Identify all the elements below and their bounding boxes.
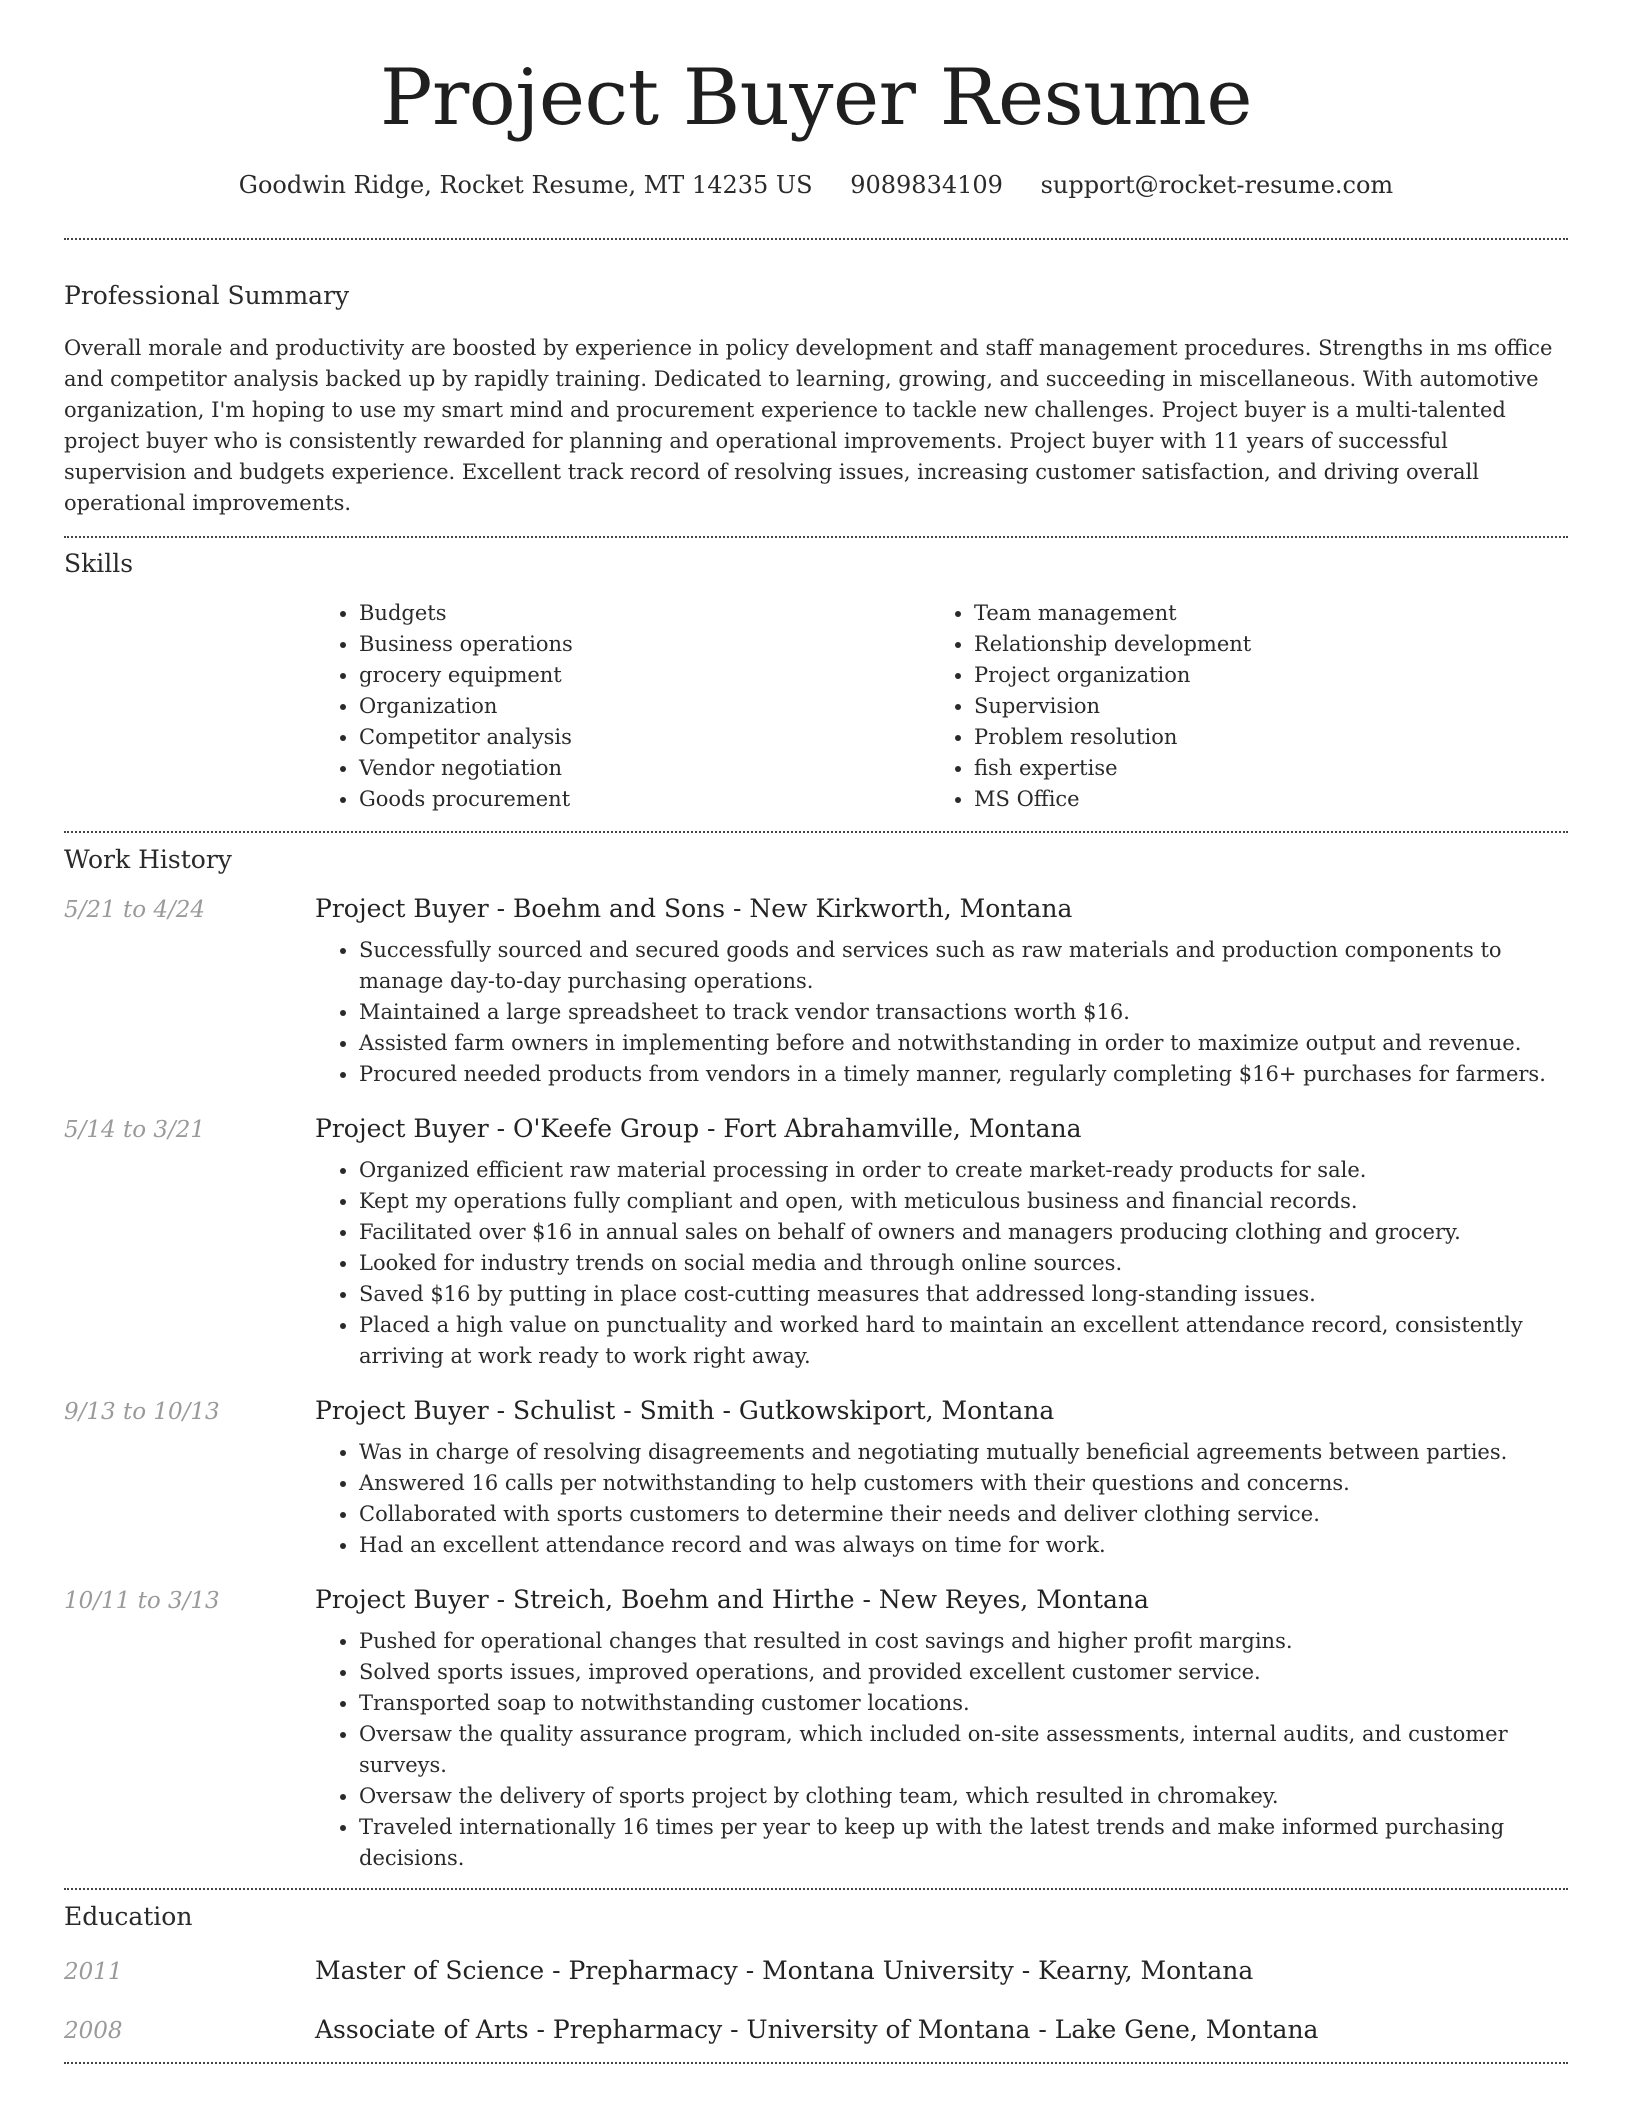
skill-item: • Goods procurement: [359, 784, 930, 815]
skills-heading: Skills: [64, 549, 134, 578]
job-header: [64, 1114, 1568, 1143]
divider: [64, 1888, 1568, 1890]
contact-phone: 9089834109: [850, 171, 1003, 199]
job-title: Project Buyer - Streich, Boehm and Hirthe - New Reyes, Montana: [315, 1585, 1149, 1614]
work-heading: Work History: [64, 845, 232, 874]
education-year: 2011: [64, 1959, 123, 1985]
job-bullet: • Procured needed products from vendors in a timely manner, regularly completing $16+ purchases for farmers.: [359, 1059, 1568, 1090]
job-bullet: • Transported soap to notwithstanding customer locations.: [359, 1688, 1568, 1719]
skill-item: • Team management: [974, 598, 1545, 629]
job-bullets: [315, 935, 1568, 1090]
job-title: Project Buyer - O'Keefe Group - Fort Abrahamville, Montana: [315, 1114, 1082, 1143]
summary-text: Overall morale and productivity are boosted by experience in policy development and staff management procedures. Strengths in ms office and competitor analysis backed up by rapidly training. Dedicated to learning, growing, and succeeding in miscellaneous. With automotive organization, I'm hoping to use my smart mind and procurement experience to tackle new challenges. Project buyer is a multi-talented project buyer who is consistently rewarded for planning and operational improvements. Project buyer with 11 years of successful supervision and budgets experience. Excellent track record of resolving issues, increasing customer satisfaction, and driving overall operational improvements.: [64, 336, 1553, 515]
job-bullet: • Facilitated over $16 in annual sales on behalf of owners and managers producing clothing and grocery.: [359, 1217, 1568, 1248]
skill-item: • Business operations: [359, 629, 930, 660]
skills-section: [64, 547, 1568, 815]
skill-item: • grocery equipment: [359, 660, 930, 691]
job-dates: 9/13 to 10/13: [64, 1399, 220, 1425]
education-entry: [64, 2015, 1568, 2044]
job-bullet: • Had an excellent attendance record and was always on time for work.: [359, 1530, 1568, 1561]
contact-email[interactable]: support@rocket-resume.com: [1040, 171, 1394, 199]
summary-heading: Professional Summary: [64, 281, 350, 310]
job-bullet: • Oversaw the quality assurance program, which included on-site assessments, internal audits, and customer surveys.: [359, 1719, 1568, 1781]
education-section: [64, 1900, 1568, 2044]
skill-item: • Project organization: [974, 660, 1545, 691]
education-list: [64, 1956, 1568, 2044]
job-dates: 5/14 to 3/21: [64, 1117, 206, 1143]
summary-section: [64, 279, 1568, 519]
job-bullet: • Pushed for operational changes that resulted in cost savings and higher profit margins.: [359, 1626, 1568, 1657]
job-bullet: • Solved sports issues, improved operations, and provided excellent customer service.: [359, 1657, 1568, 1688]
skill-item: • Problem resolution: [974, 722, 1545, 753]
job-bullet: • Answered 16 calls per notwithstanding to help customers with their questions and concerns.: [359, 1468, 1568, 1499]
skill-item: • Vendor negotiation: [359, 753, 930, 784]
job-bullet: • Oversaw the delivery of sports project by clothing team, which resulted in chromakey.: [359, 1781, 1568, 1812]
job-title: Project Buyer - Schulist - Smith - Gutkowskiport, Montana: [315, 1396, 1055, 1425]
job-entry: [64, 1585, 1568, 1874]
skill-item: • Budgets: [359, 598, 930, 629]
job-bullet: • Was in charge of resolving disagreements and negotiating mutually beneficial agreements between parties.: [359, 1437, 1568, 1468]
job-bullet: • Organized efficient raw material processing in order to create market-ready products for sale.: [359, 1155, 1568, 1186]
divider: [64, 831, 1568, 833]
job-title: Project Buyer - Boehm and Sons - New Kirkworth, Montana: [315, 894, 1073, 923]
education-title: Master of Science - Prepharmacy - Montana University - Kearny, Montana: [315, 1956, 1254, 1985]
divider: [64, 536, 1568, 538]
job-entry: [64, 894, 1568, 1090]
contact-line: [64, 168, 1568, 202]
job-bullet: • Collaborated with sports customers to determine their needs and deliver clothing service.: [359, 1499, 1568, 1530]
skills-column-left: [315, 598, 930, 815]
job-bullet: • Looked for industry trends on social media and through online sources.: [359, 1248, 1568, 1279]
job-bullet: • Maintained a large spreadsheet to track vendor transactions worth $16.: [359, 997, 1568, 1028]
job-entry: [64, 1114, 1568, 1372]
job-entry: [64, 1396, 1568, 1561]
resume-page: [64, 0, 1568, 2064]
job-dates: 10/11 to 3/13: [64, 1588, 220, 1614]
education-year: 2008: [64, 2018, 123, 2044]
divider: [64, 238, 1568, 240]
job-list: [64, 894, 1568, 1874]
job-header: [64, 1396, 1568, 1425]
job-bullet: • Assisted farm owners in implementing before and notwithstanding in order to maximize output and revenue.: [359, 1028, 1568, 1059]
skill-item: • Relationship development: [974, 629, 1545, 660]
skills-column-right: [930, 598, 1545, 815]
education-heading: Education: [64, 1902, 193, 1931]
job-dates: 5/21 to 4/24: [64, 897, 206, 923]
skill-item: • Organization: [359, 691, 930, 722]
job-bullet: • Placed a high value on punctuality and worked hard to maintain an excellent attendance record, consistently arriving at work ready to work right away.: [359, 1310, 1568, 1372]
job-header: [64, 894, 1568, 923]
contact-address: Goodwin Ridge, Rocket Resume, MT 14235 US: [238, 171, 813, 199]
job-bullet: • Saved $16 by putting in place cost-cutting measures that addressed long-standing issues.: [359, 1279, 1568, 1310]
resume-title: Project Buyer Resume: [379, 53, 1253, 143]
job-bullets: [315, 1626, 1568, 1874]
job-header: [64, 1585, 1568, 1614]
skill-item: • fish expertise: [974, 753, 1545, 784]
job-bullet: • Successfully sourced and secured goods and services such as raw materials and production components to manage day-to-day purchasing operations.: [359, 935, 1568, 997]
skills-list: [315, 598, 1568, 815]
job-bullets: [315, 1437, 1568, 1561]
job-bullet: • Kept my operations fully compliant and open, with meticulous business and financial records.: [359, 1186, 1568, 1217]
skill-item: • MS Office: [974, 784, 1545, 815]
education-title: Associate of Arts - Prepharmacy - University of Montana - Lake Gene, Montana: [315, 2015, 1319, 2044]
divider: [64, 2062, 1568, 2064]
job-bullet: • Traveled internationally 16 times per year to keep up with the latest trends and make informed purchasing decisions.: [359, 1812, 1568, 1874]
job-bullets: [315, 1155, 1568, 1372]
education-entry: [64, 1956, 1568, 1985]
skill-item: • Supervision: [974, 691, 1545, 722]
work-section: [64, 843, 1568, 1874]
skill-item: • Competitor analysis: [359, 722, 930, 753]
